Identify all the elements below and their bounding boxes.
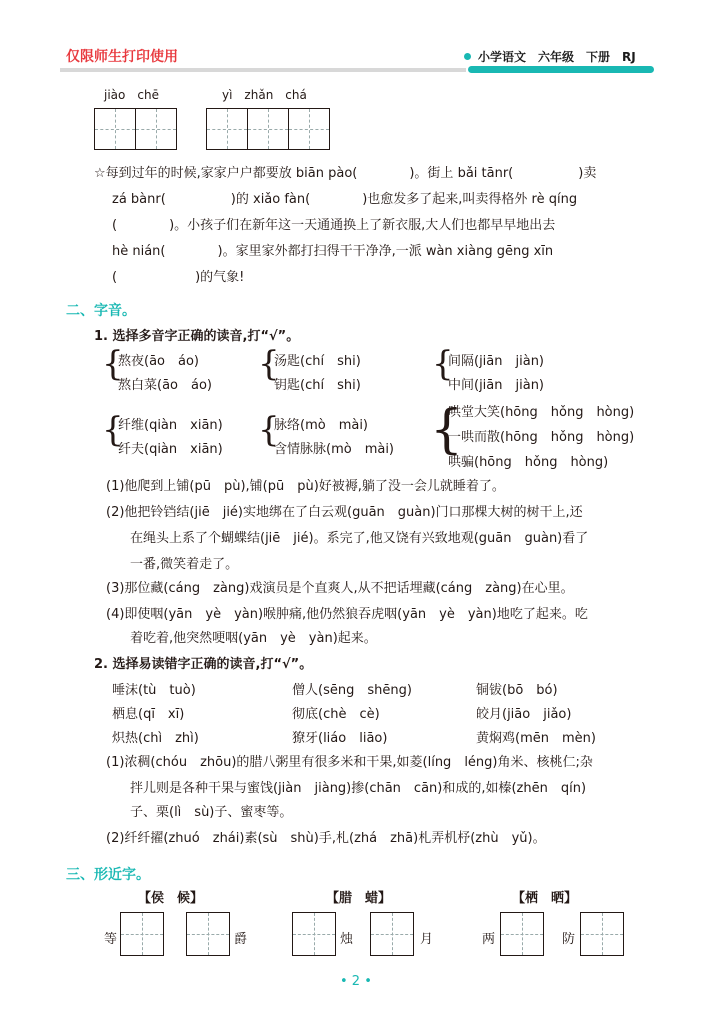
writing-cell[interactable] [500, 912, 544, 956]
brace: { [432, 344, 454, 384]
passage-line: zá bànr( )的 xiǎo fàn( )也愈发多了起来,叫卖得格外 rè qíng [112, 192, 578, 207]
passage-line: ☆每到过年的时候,家家户户都要放 biān pào( )。街上 bǎi tānr( )卖 [94, 166, 597, 181]
choice-item[interactable]: 栖息(qī xī) [112, 707, 185, 722]
brace: { [102, 410, 124, 450]
choice-item[interactable]: 熬白菜(āo áo) [118, 378, 212, 393]
char-left: 等 [104, 932, 118, 947]
passage-line: ( )的气象! [112, 270, 245, 285]
choice-item[interactable]: 铜钹(bō bó) [476, 683, 558, 698]
brace: { [430, 400, 464, 460]
choice-item[interactable]: 汤匙(chí shi) [274, 354, 361, 369]
choice-item[interactable]: 黄焖鸡(mēn mèn) [476, 731, 596, 746]
char-right: 防 [562, 932, 576, 947]
sentence: 着吃着,他突然哽咽(yān yè yàn)起来。 [130, 631, 377, 646]
writing-cell[interactable] [370, 912, 414, 956]
writing-cell[interactable] [94, 108, 136, 150]
writing-cell[interactable] [206, 108, 248, 150]
question-title: 1. 选择多音字正确的读音,打“√”。 [94, 329, 300, 344]
char-right: 月 [420, 932, 434, 947]
sentence: (4)即使咽(yān yè yàn)喉肿痛,他仍然狼吞虎咽(yān yè yàn)地吃了起来。吃 [106, 607, 588, 622]
passage-line: hè nián( )。家里家外都打扫得干干净净,一派 wàn xiàng gēng xīn [112, 244, 554, 259]
brace: { [258, 344, 280, 384]
sentence: 拌儿则是各种干果与蜜饯(jiàn jiàng)掺(chān cān)和成的,如榛(zhēn qín) [130, 781, 587, 796]
sentence: (1)他爬到上铺(pū pù),铺(pū pù)好被褥,躺了没一会儿就睡着了。 [106, 479, 505, 494]
writing-cell[interactable] [247, 108, 289, 150]
choice-item[interactable]: 纤夫(qiàn xiān) [118, 442, 223, 457]
section-title: 三、形近字。 [66, 867, 150, 883]
writing-cell[interactable] [135, 108, 177, 150]
header-accent-bar [468, 66, 654, 73]
writing-cell[interactable] [292, 912, 336, 956]
char-pair-label: 【侯 候】 [138, 891, 204, 906]
char-left: 烛 [340, 932, 354, 947]
writing-cell[interactable] [288, 108, 330, 150]
choice-item[interactable]: 獠牙(liáo liāo) [292, 731, 388, 746]
header-divider [60, 68, 466, 72]
page-number: • 2 • [340, 974, 372, 989]
choice-item[interactable]: 熬夜(āo áo) [118, 354, 199, 369]
choice-item[interactable]: 纤维(qiàn xiān) [118, 418, 223, 433]
sentence: (1)浓稠(chóu zhōu)的腊八粥里有很多米和干果,如菱(líng léng)角米、核桃仁;杂 [106, 755, 593, 770]
choice-item[interactable]: 炽热(chì zhì) [112, 731, 199, 746]
sentence: (2)纤纤擢(zhuó zhái)素(sù shù)手,札(zhá zhā)札弄机杼(zhù yǔ)。 [106, 831, 546, 846]
header-info: 小学语文 六年级 下册 RJ [478, 50, 636, 64]
sentence: 子、栗(lì sù)子、蜜枣等。 [130, 805, 293, 820]
question-title: 2. 选择易读错字正确的读音,打“√”。 [94, 657, 313, 672]
choice-item[interactable]: 间隔(jiān jiàn) [448, 354, 545, 369]
writing-cell[interactable] [580, 912, 624, 956]
choice-item[interactable]: 一哄而散(hōng hǒng hòng) [448, 430, 635, 445]
choice-item[interactable]: 哄堂大笑(hōng hǒng hòng) [448, 405, 635, 420]
sentence: (2)他把铃铛结(jiē jié)实地绑在了白云观(guān guàn)门口那棵大树的树干上,还 [106, 505, 583, 520]
choice-item[interactable]: 哄骗(hōng hǒng hòng) [448, 455, 609, 470]
choice-item[interactable]: 皎月(jiāo jiǎo) [476, 707, 572, 722]
char-pair-label: 【腊 蜡】 [326, 891, 392, 906]
passage-line: ( )。小孩子们在新年这一天通通换上了新衣服,大人们也都早早地出去 [112, 218, 556, 233]
header-title: 仅限师生打印使用 [66, 49, 178, 65]
section-title: 二、字音。 [66, 303, 136, 319]
choice-item[interactable]: 中间(jiān jiàn) [448, 378, 545, 393]
header-dot [464, 53, 471, 60]
writing-cell[interactable] [120, 912, 164, 956]
sentence: 一番,微笑着走了。 [130, 557, 239, 572]
sentence: (3)那位藏(cáng zàng)戏演员是个直爽人,从不把话埋藏(cáng zàng)在心里。 [106, 581, 574, 596]
brace: { [102, 344, 124, 384]
choice-item[interactable]: 彻底(chè cè) [292, 707, 380, 722]
char-left: 两 [482, 932, 496, 947]
grid-pinyin-left: jiào chē [104, 88, 159, 102]
choice-item[interactable]: 僧人(sēng shēng) [292, 683, 412, 698]
writing-cell[interactable] [186, 912, 230, 956]
brace: { [258, 410, 280, 450]
sentence: 在绳头上系了个蝴蝶结(jiē jié)。系完了,他又饶有兴致地观(guān guàn)看了 [130, 531, 589, 546]
choice-item[interactable]: 钥匙(chí shi) [274, 378, 361, 393]
choice-item[interactable]: 脉络(mò mài) [274, 418, 369, 433]
char-right: 爵 [234, 932, 248, 947]
char-pair-label: 【栖 晒】 [512, 891, 578, 906]
grid-pinyin-right: yì zhǎn chá [222, 88, 307, 102]
choice-item[interactable]: 唾沫(tù tuò) [112, 683, 196, 698]
choice-item[interactable]: 含情脉脉(mò mài) [274, 442, 395, 457]
